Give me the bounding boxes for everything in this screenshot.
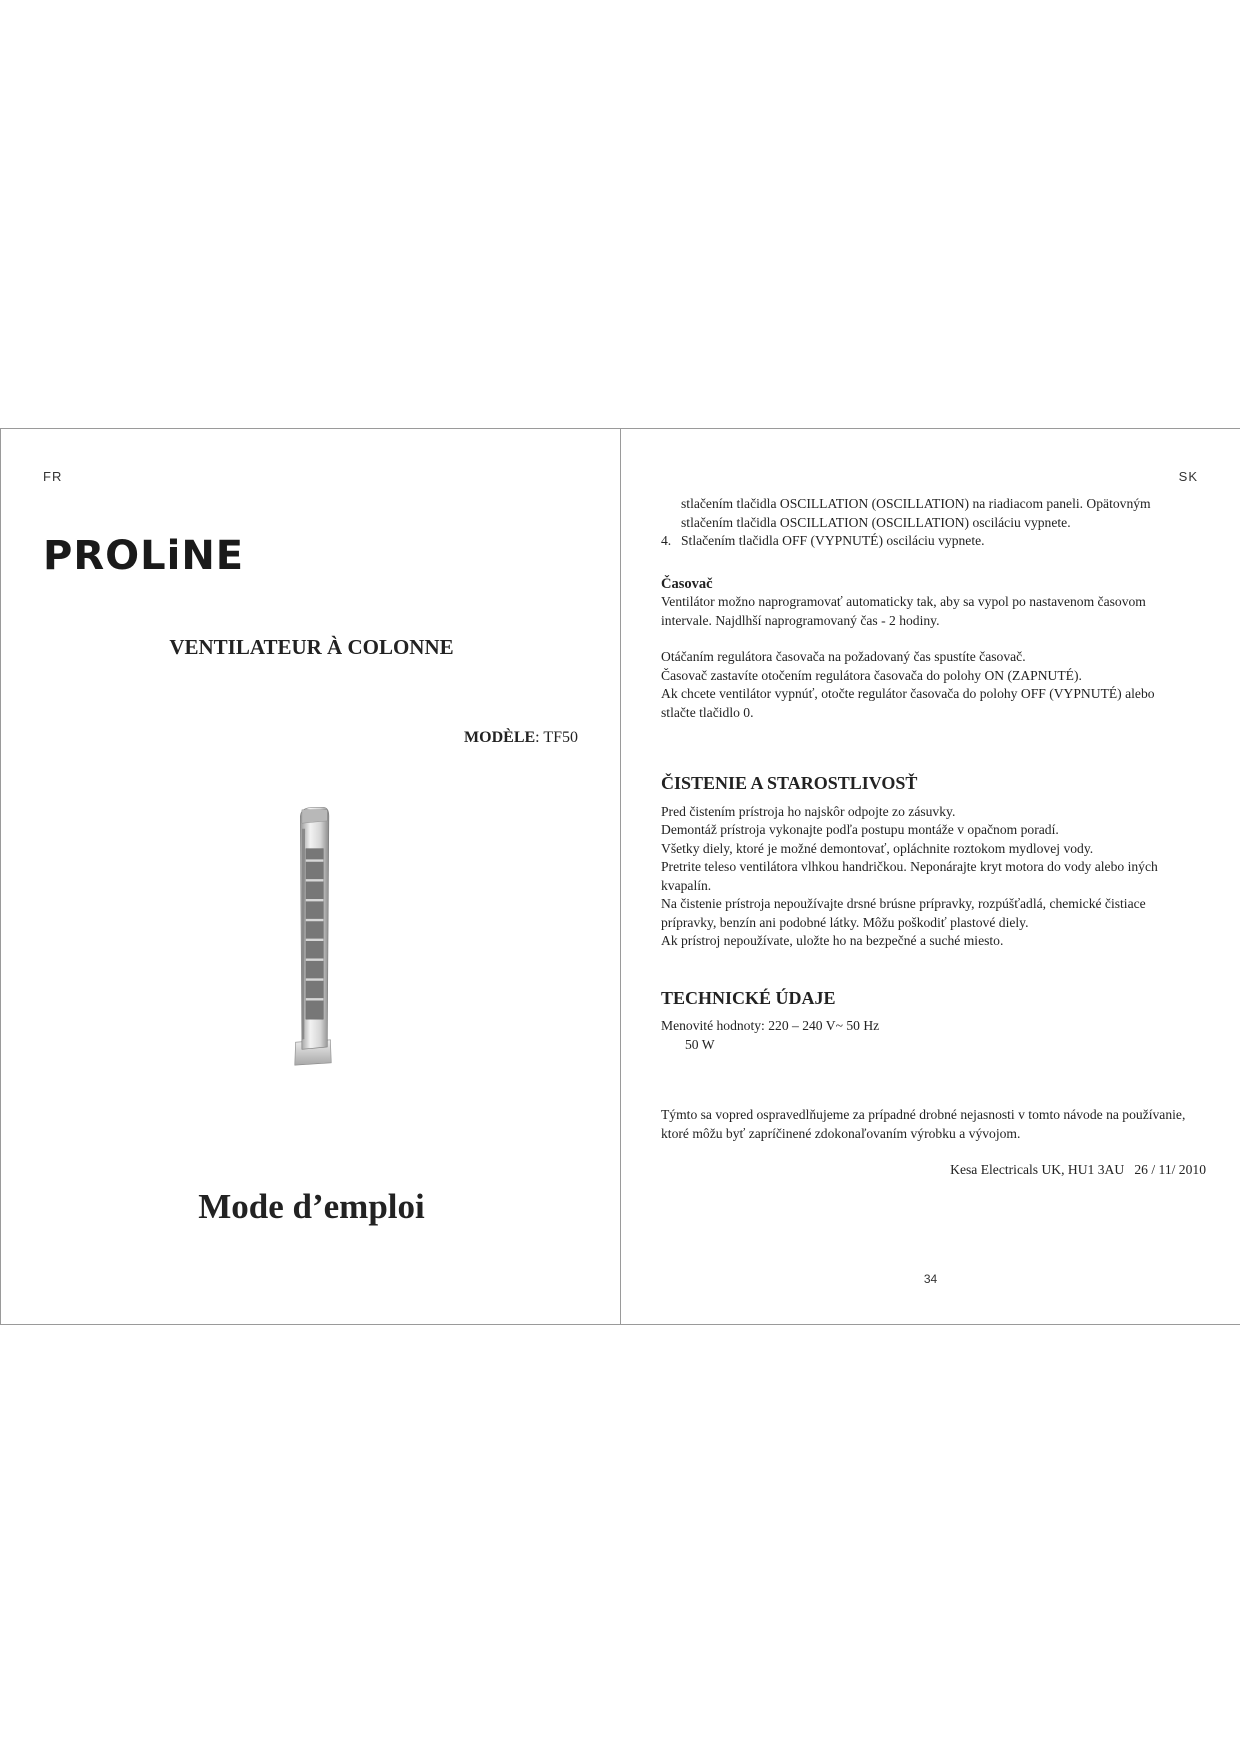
disclaimer-line-2: ktoré môžu byť zapríčinené zdokonaľovaním výrobku a vývojom.: [661, 1125, 1021, 1141]
language-code-fr: FR: [43, 469, 63, 484]
rating-line: Menovité hodnoty: 220 – 240 V~ 50 Hz: [661, 1018, 880, 1033]
timer-heading: Časovač: [661, 575, 713, 592]
cleaning-line: prípravky, benzín ani podobné látky. Môžu poškodiť plastové diely.: [661, 914, 1029, 930]
model-label: MODÈLE: [464, 729, 536, 746]
cleaning-line: Všetky diely, ktoré je možné demontovať, opláchnite roztokom mydlovej vody.: [661, 840, 1094, 856]
timer-paragraph-1-line-2: intervale. Najdlhší naprogramovaný čas - 2 hodiny.: [661, 612, 940, 628]
list-item-text: Stlačením tlačidla OFF (VYPNUTÉ) osciláciu vypnete.: [681, 533, 985, 548]
timer-paragraph-2-line-2: Časovač zastavíte otočením regulátora časovača do polohy ON (ZAPNUTÉ).: [661, 667, 1082, 683]
technical-heading: TECHNICKÉ ÚDAJE: [661, 987, 836, 1008]
timer-paragraph-2-line-1: Otáčaním regulátora časovača na požadovaný čas spustíte časovač.: [661, 649, 1026, 664]
power-line: 50 W: [685, 1036, 715, 1052]
logo-text: PROLiNE: [43, 533, 245, 577]
cleaning-line: Pretrite teleso ventilátora vlhkou handričkou. Neponárajte kryt motora do vody alebo iných: [661, 859, 1158, 874]
manual-spread: [0, 428, 1240, 1325]
cleaning-line: Na čistenie prístroja nepoužívajte drsné brúsne prípravky, rozpúšťadlá, chemické čistiace: [661, 896, 1146, 911]
manual-title: Mode d’emploi: [198, 1187, 425, 1226]
model-value: : TF50: [535, 729, 578, 746]
timer-paragraph-2-line-4: stlačte tlačidlo 0.: [661, 704, 754, 720]
disclaimer-line-1: Týmto sa vopred ospravedlňujeme za prípadné drobné nejasnosti v tomto návode na používanie,: [661, 1107, 1186, 1122]
cleaning-heading: ČISTENIE A STAROSTLIVOSŤ: [661, 773, 918, 793]
proline-logo: [43, 531, 267, 577]
oscillation-continued-line-1: stlačením tlačidla OSCILLATION (OSCILLATION) na riadiacom paneli. Opätovným: [681, 496, 1151, 511]
oscillation-continued-line-2: stlačením tlačidla OSCILLATION (OSCILLATION) osciláciu vypnete.: [681, 514, 1071, 530]
language-code-sk: SK: [1178, 469, 1198, 484]
tower-fan-image: [263, 805, 363, 1085]
company-line: Kesa Electricals UK, HU1 3AU 26 / 11/ 2010: [950, 1162, 1206, 1177]
model-line: [464, 729, 578, 747]
cleaning-line: kvapalín.: [661, 877, 712, 893]
product-title: VENTILATEUR À COLONNE: [169, 635, 454, 659]
cleaning-line: Demontáž prístroja vykonajte podľa postupu montáže v opačnom poradí.: [661, 822, 1059, 837]
right-page-content: [661, 495, 1206, 1180]
timer-paragraph-2-line-3: Ak chcete ventilátor vypnúť, otočte regulátor časovača do polohy OFF (VYPNUTÉ) alebo: [661, 686, 1155, 701]
right-page: [621, 429, 1240, 1324]
left-page: [0, 429, 621, 1324]
list-item-4: [661, 532, 1206, 551]
list-item-number: 4.: [661, 533, 672, 548]
cleaning-line: Ak prístroj nepoužívate, uložte ho na bezpečné a suché miesto.: [661, 933, 1004, 948]
timer-paragraph-1-line-1: Ventilátor možno naprogramovať automaticky tak, aby sa vypol po nastavenom časovom: [661, 594, 1146, 609]
cleaning-line: Pred čistením prístroja ho najskôr odpojte zo zásuvky.: [661, 803, 956, 819]
page-number: 34: [923, 1272, 938, 1286]
